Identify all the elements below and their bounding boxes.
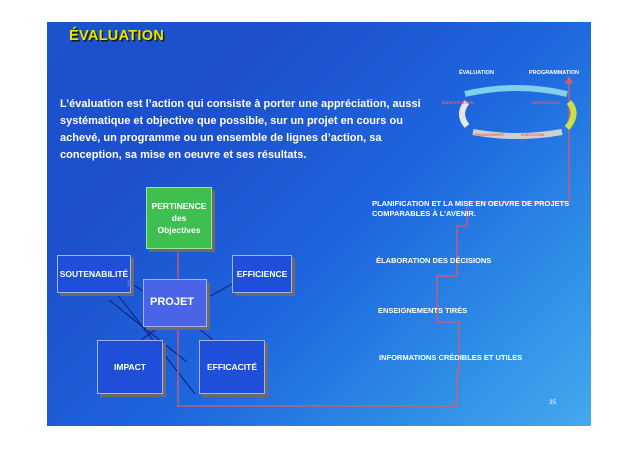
cycle-label-financement: FINANCEMENT bbox=[475, 132, 505, 137]
box-impact: IMPACT bbox=[97, 340, 163, 394]
evaluation-definition: L’évaluation est l’action qui consiste à porter une appréciation, aussi systématique et objective que possible, sur un projet en cours ou achevé, un programme ou un ensemble de lignes d’action, sa conception, sa mise en oeuvre et ses résultats. bbox=[60, 98, 421, 161]
pertinence-line-1: PERTINENCE bbox=[151, 201, 207, 211]
pertinence-line-3: Objectives bbox=[157, 225, 201, 235]
stair-arrow bbox=[565, 76, 573, 84]
box-efficience: EFFICIENCE bbox=[232, 255, 292, 293]
box-soutenabilite: SOUTENABILITÉ bbox=[57, 255, 131, 293]
stair-label-1: INFORMATIONS CRÉDIBLES ET UTILES bbox=[379, 353, 523, 362]
stair-label-2: ENSEIGNEMENTS TIRÉS bbox=[378, 306, 468, 315]
stair-label-4: PLANIFICATION ET LA MISE EN OEUVRE DE PROJETS COMPARABLES À L’AVENIR. bbox=[372, 199, 570, 218]
stair-label-3: ÉLABORATION DES DÉCISIONS bbox=[376, 256, 492, 265]
cycle-graphic bbox=[462, 88, 574, 136]
connector-efficience bbox=[207, 284, 232, 298]
pertinence-line-2: des bbox=[171, 213, 187, 223]
page-number: 35 bbox=[549, 399, 557, 406]
box-projet: PROJET bbox=[143, 279, 207, 327]
cycle-label-execution: EXÉCUTION bbox=[521, 132, 545, 137]
cycle-label-instruction: INSTRUCTION bbox=[532, 100, 560, 105]
soutenabilite-trail: E bbox=[127, 278, 134, 288]
box-pertinence bbox=[146, 187, 212, 249]
cycle-label-evaluation: ÉVALUATION bbox=[459, 70, 494, 76]
box-efficacite: EFFICACITÉ bbox=[199, 340, 265, 394]
connector-efficacite bbox=[197, 327, 213, 340]
slide-title: ÉVALUATION bbox=[69, 28, 165, 44]
cycle-label-identification: IDENTIFICATION bbox=[442, 100, 474, 105]
slide bbox=[47, 22, 591, 426]
cycle-label-programmation: PROGRAMMATION bbox=[529, 70, 580, 76]
